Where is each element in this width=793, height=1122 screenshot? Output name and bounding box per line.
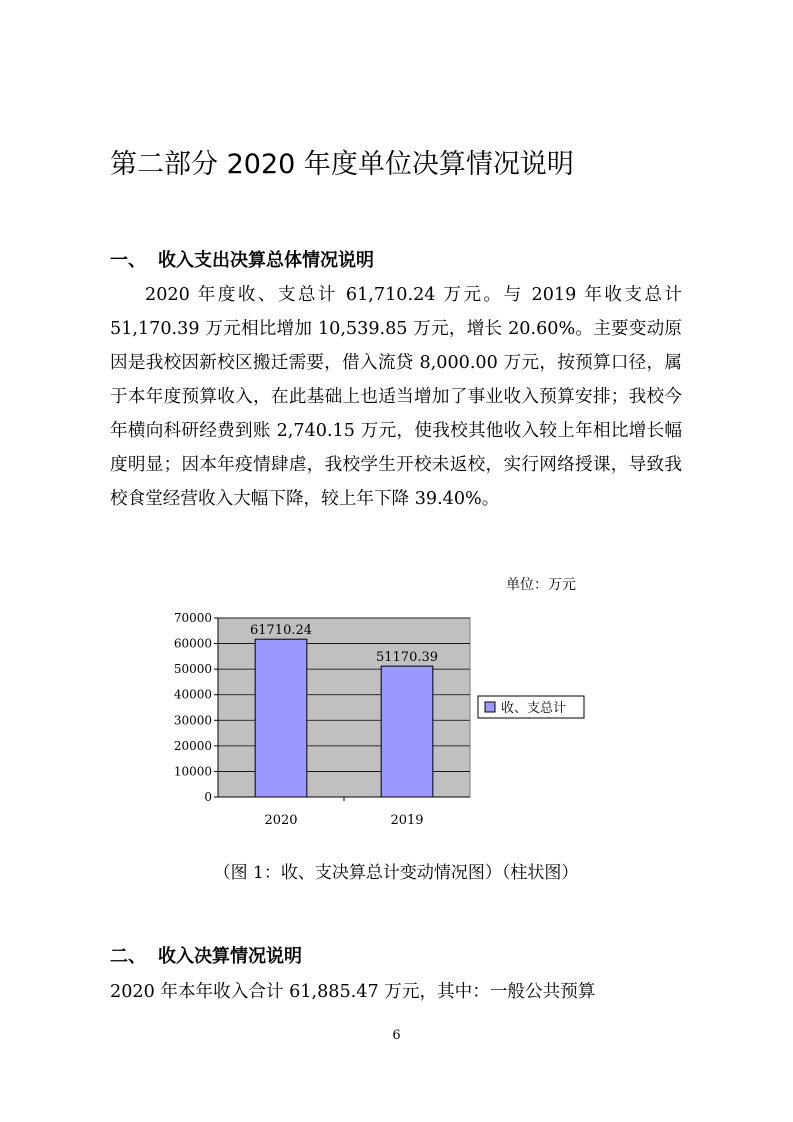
y-tick-label: 40000 [173, 687, 212, 702]
chart-svg [150, 600, 600, 840]
y-tick-label: 0 [204, 790, 212, 804]
y-tick-label: 20000 [173, 738, 212, 753]
unit-label: 单位：万元 [506, 577, 576, 593]
section-1-heading [110, 246, 374, 272]
x-tick-label: 2020 [264, 813, 298, 828]
bar [381, 666, 433, 797]
section-2-title: 收入决算情况说明 [158, 946, 302, 967]
data-label: 51170.39 [375, 650, 439, 666]
y-tick-label: 50000 [173, 662, 212, 677]
legend-label: 收、支总计 [501, 701, 567, 716]
section-1-paragraph: 2020 年度收、支总计 61,710.24 万元。与 2019 年收支总计 51,170.39 万元相比增加 10,539.85 万元，增长 20.60%。主要变动原因是我校因新校区搬迁需要，借入流贷 8,000.00 万元，按预算口径，属于本年度预算收入，在此基础上也适当增加了事业收入预算安排；我校今年横向科研经费到账 2,740.15 万元，使我校其他收入较上年相比增长幅度明显；因本年疫情肆虐，我校学生开校未返校，实行网络授课，导致我校食堂经营收入大幅下降，较上年下降 39.40%。 [110, 285, 682, 509]
figure-caption: （图 1：收、支决算总计变动情况图）（柱状图） [213, 863, 579, 883]
bar-chart [150, 600, 600, 840]
section-2-number: 二、 [110, 946, 146, 967]
section-1-title: 收入支出决算总体情况说明 [158, 250, 374, 271]
y-tick-label: 60000 [173, 636, 212, 651]
y-tick-label: 10000 [173, 764, 212, 779]
y-tick-label: 30000 [173, 713, 212, 728]
y-tick-label: 70000 [173, 611, 212, 625]
x-tick-label: 2019 [390, 813, 424, 828]
page-number: 6 [392, 1028, 401, 1043]
section-2-heading [110, 942, 302, 968]
section-2-paragraph: 2020 年本年收入合计 61,885.47 万元，其中：一般公共预算 [110, 982, 596, 1002]
data-label: 61710.24 [249, 623, 313, 639]
bar [255, 639, 307, 797]
legend-swatch [485, 702, 495, 712]
section-1-number: 一、 [110, 250, 146, 271]
page-title: 第二部分 2020 年度单位决算情况说明 [110, 149, 574, 180]
